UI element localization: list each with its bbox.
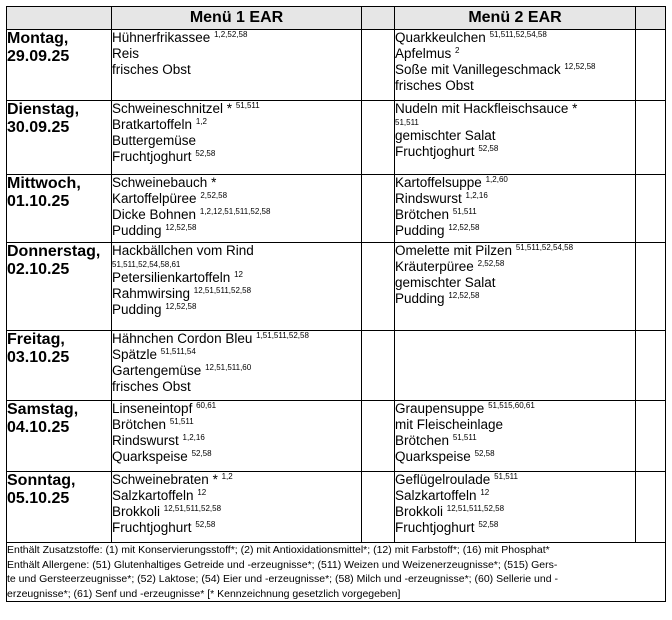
- dish-line: [395, 128, 635, 144]
- spacer-cell: [636, 101, 666, 175]
- dish-line: [112, 191, 361, 207]
- allergen-codes: 1,2,12,51,511,52,58: [199, 207, 271, 216]
- spacer-cell: [636, 472, 666, 543]
- day-cell: [7, 331, 112, 401]
- allergen-codes: 12: [197, 488, 207, 497]
- allergen-codes: 2,52,58: [477, 259, 505, 268]
- spacer-cell: [362, 30, 395, 101]
- dish-name: Rahmwirsing: [112, 286, 191, 301]
- day-row: [7, 472, 666, 543]
- day-name: Dienstag,: [7, 101, 80, 118]
- dish-name: Reis: [112, 46, 140, 61]
- dish-line: [395, 46, 635, 62]
- spacer-cell: [362, 331, 395, 401]
- spacer-cell: [362, 243, 395, 331]
- menu1-cell: [112, 243, 362, 331]
- dish-line: [395, 223, 635, 239]
- dish-name: mit Fleischeinlage: [395, 417, 504, 432]
- dish-line: [395, 433, 635, 449]
- dish-line: [395, 191, 635, 207]
- dish-line: [395, 417, 635, 433]
- dish-line: [395, 472, 635, 488]
- dish-line: [395, 291, 635, 307]
- dish-line: [112, 331, 361, 347]
- spacer-cell: [636, 30, 666, 101]
- dish-line: [395, 207, 635, 223]
- allergen-codes: 51,511,52,54,58: [489, 30, 547, 39]
- spacer-cell: [362, 101, 395, 175]
- dish-line: [395, 259, 635, 275]
- dish-line: [395, 243, 635, 259]
- dish-line: [395, 449, 635, 465]
- dish-name: Quarkspeise: [112, 449, 188, 464]
- dish-line: [395, 275, 635, 291]
- day-date: 05.10.25: [7, 490, 70, 507]
- allergen-codes: 51,511: [169, 417, 194, 426]
- allergen-codes: 12,51,511,60: [205, 363, 252, 372]
- dish-name: Rindswurst: [395, 191, 462, 206]
- spacer-cell: [636, 243, 666, 331]
- day-row: [7, 30, 666, 101]
- dish-name: Salzkartoffeln: [395, 488, 477, 503]
- day-date: 01.10.25: [7, 193, 70, 210]
- menu2-cell: [395, 175, 636, 243]
- menu-sheet: [6, 6, 665, 602]
- dish-name: Rindswurst: [112, 433, 179, 448]
- dish-line: [112, 117, 361, 133]
- allergen-codes: 12,51,511,52,58: [446, 504, 505, 513]
- day-row: [7, 243, 666, 331]
- allergens-note-cont: te und Gersteerzeugnisse*; (52) Laktose; (54) Eier und -erzeugnisse*; (58) Milch und -erzeugnisse*; (60) Sellerie und -: [7, 573, 558, 585]
- day-name: Donnerstag,: [7, 243, 101, 260]
- dish-name: Brötchen: [112, 417, 167, 432]
- header-spacer-cell: [362, 7, 395, 30]
- spacer-cell: [362, 175, 395, 243]
- menu1-cell: [112, 472, 362, 543]
- allergen-codes: 51,511,52,54,58,61: [112, 260, 181, 269]
- allergens-note: Enthält Allergene: (51) Glutenhaltiges Getreide und -erzeugnisse*; (511) Weizen und Weizenerzeugnisse*; (515) Gers-: [7, 558, 558, 571]
- dish-name: Kräuterpüree: [395, 259, 474, 274]
- dish-line: [112, 270, 361, 286]
- dish-line: [112, 347, 361, 363]
- spacer-cell: [362, 472, 395, 543]
- allergen-codes: 2: [455, 46, 460, 55]
- dish-name: Schweinebauch *: [112, 175, 217, 190]
- day-row: [7, 331, 666, 401]
- dish-name: gemischter Salat: [395, 128, 496, 143]
- menu1-cell: [112, 175, 362, 243]
- allergen-codes: 1,2,16: [465, 191, 488, 200]
- allergen-codes: 12,51,511,52,58: [163, 504, 222, 513]
- dish-line: [112, 449, 361, 465]
- dish-name: Pudding: [395, 291, 445, 306]
- allergen-codes: 51,511,52,54,58: [515, 243, 574, 252]
- dish-line: [112, 133, 361, 149]
- allergen-codes: 52,58: [191, 449, 212, 458]
- allergen-codes: 51,511: [235, 101, 260, 110]
- dish-line: [112, 286, 361, 302]
- weekly-menu-table: [6, 6, 666, 602]
- dish-line: [395, 144, 635, 160]
- dish-name: Graupensuppe: [395, 401, 485, 416]
- dish-name: Apfelmus: [395, 46, 452, 61]
- dish-line: [112, 46, 361, 62]
- dish-name: Linseneintopf: [112, 401, 193, 416]
- day-cell: [7, 175, 112, 243]
- allergen-codes: 1,2,52,58: [214, 30, 248, 39]
- dish-name: gemischter Salat: [395, 275, 496, 290]
- dish-line: [395, 520, 635, 536]
- dish-name: Spätzle: [112, 347, 158, 362]
- menu2-cell: [395, 401, 636, 472]
- menu1-header: Menü 1 EAR: [112, 7, 362, 30]
- dish-line: [112, 401, 361, 417]
- dish-line: [395, 101, 635, 128]
- spacer-cell: [362, 401, 395, 472]
- allergen-codes: 12: [480, 488, 490, 497]
- allergen-codes: 1,2,16: [182, 433, 205, 442]
- day-name: Freitag,: [7, 331, 65, 348]
- dish-name: Kartoffelsuppe: [395, 175, 482, 190]
- header-spacer-cell: [636, 7, 666, 30]
- allergen-codes: 12,52,58: [564, 62, 596, 71]
- header-row: [7, 7, 666, 30]
- dish-name: Quarkspeise: [395, 449, 471, 464]
- legend-notes: [7, 543, 666, 602]
- dish-line: [112, 433, 361, 449]
- dish-name: Omelette mit Pilzen: [395, 243, 513, 258]
- menu2-cell: [395, 243, 636, 331]
- additives-note: Enthält Zusatzstoffe: (1) mit Konservierungsstoff*; (2) mit Antioxidationsmittel*; (12) mit Farbstoff*; (16) mit Phosphat*: [7, 544, 550, 556]
- dish-name: Hähnchen Cordon Bleu: [112, 331, 253, 346]
- day-date: 29.09.25: [7, 48, 70, 65]
- allergen-codes: 1,51,511,52,58: [256, 331, 309, 340]
- menu2-cell: [395, 331, 636, 401]
- dish-name: Hühnerfrikassee: [112, 30, 211, 45]
- day-row: [7, 175, 666, 243]
- dish-name: Schweinebraten *: [112, 472, 218, 487]
- dish-line: [112, 30, 361, 46]
- dish-line: [112, 175, 361, 191]
- dish-line: [112, 207, 361, 223]
- menu2-cell: [395, 472, 636, 543]
- allergen-codes: 1,2: [221, 472, 233, 481]
- allergen-codes: 51,511: [452, 207, 477, 216]
- day-name: Sonntag,: [7, 472, 76, 489]
- dish-line: [112, 302, 361, 318]
- dish-name: frisches Obst: [112, 62, 191, 77]
- dish-name: Brokkoli: [395, 504, 444, 519]
- day-date: 03.10.25: [7, 349, 70, 366]
- dish-name: frisches Obst: [395, 78, 474, 93]
- day-name: Mittwoch,: [7, 175, 81, 192]
- allergen-codes: 12,52,58: [165, 223, 197, 232]
- day-cell: [7, 472, 112, 543]
- dish-name: Hackbällchen vom Rind: [112, 243, 254, 258]
- dish-line: [112, 363, 361, 379]
- dish-name: Kartoffelpüree: [112, 191, 197, 206]
- menu1-cell: [112, 101, 362, 175]
- allergen-codes: 51,511,54: [160, 347, 196, 356]
- day-row: [7, 401, 666, 472]
- allergen-codes: 12,51,511,52,58: [193, 286, 252, 295]
- menu-body: [7, 30, 666, 543]
- dish-name: Gartengemüse: [112, 363, 202, 378]
- dish-line: [395, 504, 635, 520]
- dish-line: [395, 488, 635, 504]
- dish-line: [112, 62, 361, 78]
- allergen-codes: 12,52,58: [165, 302, 197, 311]
- allergen-codes: 51,511: [395, 118, 419, 127]
- menu2-cell: [395, 101, 636, 175]
- allergen-codes: 52,58: [478, 144, 499, 153]
- allergen-codes: 52,58: [478, 520, 499, 529]
- day-cell: [7, 101, 112, 175]
- allergen-codes: 1,2: [195, 117, 207, 126]
- dish-name: Fruchtjoghurt: [112, 520, 192, 535]
- day-name: Samstag,: [7, 401, 79, 418]
- menu2-cell: [395, 30, 636, 101]
- allergen-codes: 51,511: [494, 472, 518, 481]
- dish-name: Bratkartoffeln: [112, 117, 193, 132]
- dish-line: [112, 243, 361, 270]
- day-row: [7, 101, 666, 175]
- dish-line: [112, 101, 361, 117]
- day-name: Montag,: [7, 30, 69, 47]
- dish-line: [112, 417, 361, 433]
- spacer-cell: [636, 401, 666, 472]
- dish-line: [112, 379, 361, 395]
- allergen-codes: 51,511: [452, 433, 477, 442]
- allergen-codes: 52,58: [195, 149, 216, 158]
- allergen-codes: 52,58: [195, 520, 216, 529]
- dish-name: Brötchen: [395, 433, 450, 448]
- dish-line: [395, 401, 635, 417]
- allergen-codes: 52,58: [474, 449, 495, 458]
- dish-name: Fruchtjoghurt: [395, 144, 475, 159]
- allergen-codes: 12: [234, 270, 243, 279]
- day-cell: [7, 30, 112, 101]
- dish-line: [112, 520, 361, 536]
- dish-name: Schweineschnitzel *: [112, 101, 233, 116]
- allergen-codes: 1,2,60: [485, 175, 508, 184]
- dish-name: Salzkartoffeln: [112, 488, 194, 503]
- dish-line: [395, 175, 635, 191]
- dish-name: Fruchtjoghurt: [395, 520, 475, 535]
- day-cell: [7, 401, 112, 472]
- dish-line: [112, 472, 361, 488]
- menu1-cell: [112, 331, 362, 401]
- dish-line: [112, 504, 361, 520]
- dish-name: Buttergemüse: [112, 133, 197, 148]
- dish-line: [112, 223, 361, 239]
- menu1-cell: [112, 30, 362, 101]
- allergen-codes: 2,52,58: [200, 191, 228, 200]
- dish-name: Soße mit Vanillegeschmack: [395, 62, 561, 77]
- day-date: 02.10.25: [7, 261, 70, 278]
- menu2-header: Menü 2 EAR: [395, 7, 636, 30]
- dish-name: Quarkkeulchen: [395, 30, 486, 45]
- header-day-cell: [7, 7, 112, 30]
- allergens-note-end: erzeugnisse*; (61) Senf und -erzeugnisse* [* Kennzeichnung gesetzlich vorgegeben]: [7, 587, 401, 600]
- dish-name: Fruchtjoghurt: [112, 149, 192, 164]
- dish-name: Dicke Bohnen: [112, 207, 197, 222]
- dish-name: Petersilienkartoffeln: [112, 270, 231, 285]
- dish-name: Pudding: [112, 223, 162, 238]
- allergen-codes: 51,515,60,61: [488, 401, 535, 410]
- dish-name: Brokkoli: [112, 504, 161, 519]
- spacer-cell: [636, 331, 666, 401]
- day-date: 04.10.25: [7, 419, 70, 436]
- dish-name: Brötchen: [395, 207, 450, 222]
- day-cell: [7, 243, 112, 331]
- dish-line: [395, 78, 635, 94]
- dish-line: [112, 488, 361, 504]
- allergen-codes: 12,52,58: [448, 291, 480, 300]
- dish-name: Geflügelroulade: [395, 472, 491, 487]
- dish-line: [395, 30, 635, 46]
- dish-name: Pudding: [395, 223, 445, 238]
- notes-row: [7, 543, 666, 602]
- dish-name: Pudding: [112, 302, 162, 317]
- dish-name: Nudeln mit Hackfleischsauce *: [395, 101, 578, 116]
- allergen-codes: 12,52,58: [448, 223, 480, 232]
- day-date: 30.09.25: [7, 119, 70, 136]
- spacer-cell: [636, 175, 666, 243]
- dish-name: frisches Obst: [112, 379, 191, 394]
- menu1-cell: [112, 401, 362, 472]
- allergen-codes: 60,61: [196, 401, 217, 410]
- dish-line: [112, 149, 361, 165]
- dish-line: [395, 62, 635, 78]
